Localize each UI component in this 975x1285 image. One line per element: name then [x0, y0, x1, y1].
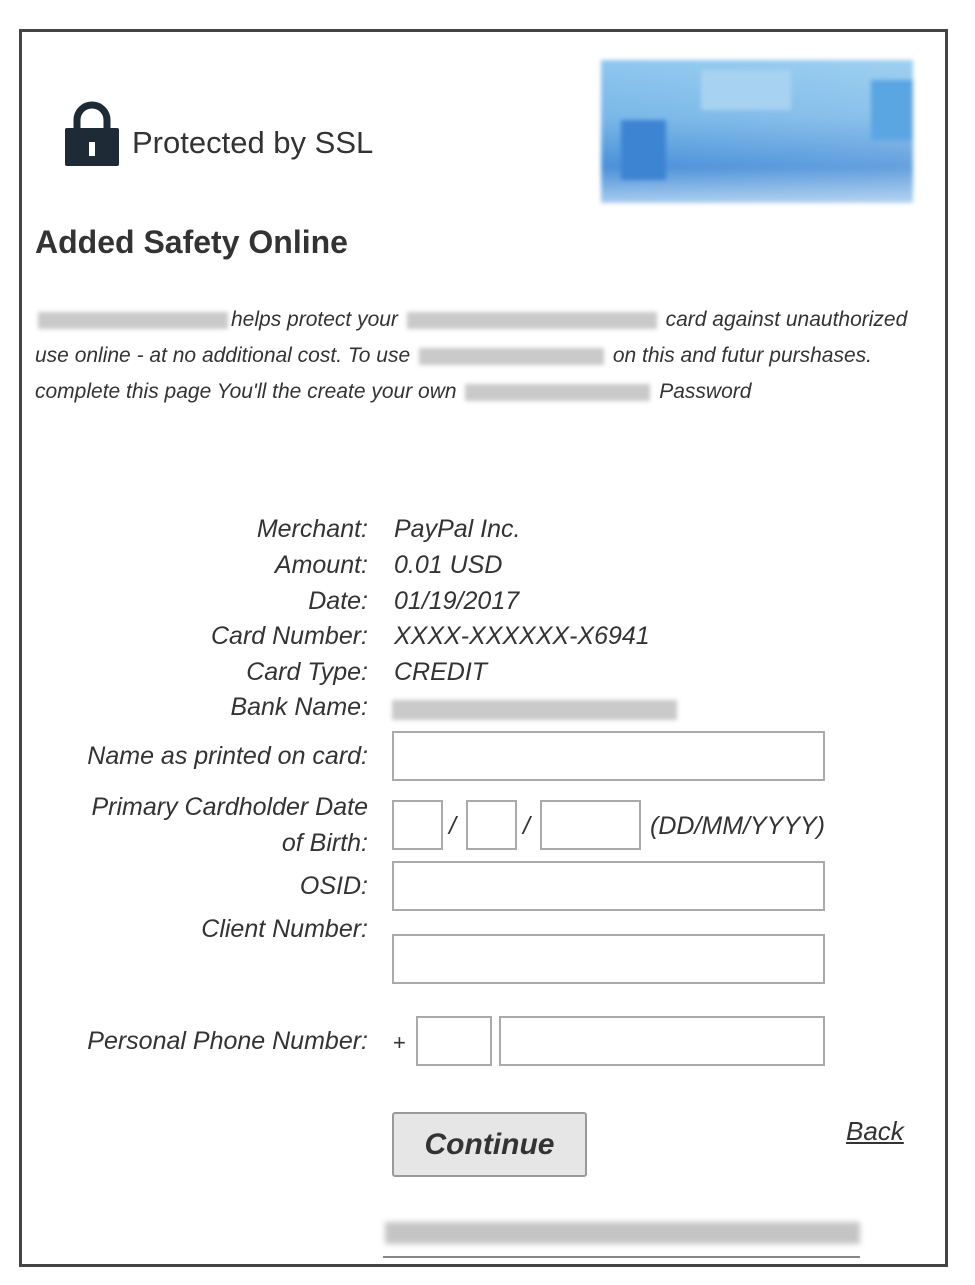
ssl-label: Protected by SSL: [132, 125, 374, 160]
date-value: 01/19/2017: [394, 587, 520, 615]
phone-number-input[interactable]: [499, 1016, 825, 1066]
phone-label: Personal Phone Number:: [87, 1027, 368, 1055]
redacted-text: [407, 312, 657, 329]
padlock-icon: [65, 100, 119, 171]
date-label: Date:: [308, 587, 368, 615]
dob-month-input[interactable]: [466, 800, 517, 850]
dob-format-hint: (DD/MM/YYYY): [650, 812, 825, 840]
dob-label-line2: of Birth:: [281, 829, 368, 857]
amount-label: Amount:: [274, 551, 368, 579]
footer-redacted-text: [385, 1222, 860, 1244]
name-on-card-input[interactable]: [392, 731, 825, 781]
card-type-value: CREDIT: [394, 658, 488, 686]
intro-text-2: card against unauthorized use online - at no additional cost. To use: [35, 308, 908, 367]
dob-day-input[interactable]: [392, 800, 443, 850]
card-type-label: Card Type:: [246, 658, 368, 686]
redacted-text: [38, 312, 228, 329]
redacted-text: [465, 384, 650, 401]
intro-text-1: helps protect your: [231, 308, 398, 331]
merchant-label: Merchant:: [256, 515, 368, 543]
name-on-card-label: Name as printed on card:: [87, 742, 368, 770]
bank-logo-redacted: [601, 60, 913, 203]
dob-label-line1: Primary Cardholder Date: [91, 793, 368, 821]
dob-separator: /: [449, 812, 456, 840]
continue-button[interactable]: Continue: [392, 1112, 587, 1177]
page-title: Added Safety Online: [35, 224, 348, 260]
card-number-value: XXXX-XXXXXX-X6941: [394, 622, 650, 650]
phone-country-code-input[interactable]: [416, 1016, 492, 1066]
dob-year-input[interactable]: [540, 800, 641, 850]
bank-name-redacted: [392, 700, 677, 720]
footer-divider: [383, 1256, 860, 1258]
amount-value: 0.01 USD: [394, 551, 503, 579]
back-link[interactable]: Back: [846, 1116, 904, 1146]
dob-separator: /: [523, 812, 530, 840]
client-number-input[interactable]: [392, 934, 825, 984]
intro-text-4: Password: [659, 380, 752, 403]
merchant-value: PayPal Inc.: [394, 515, 521, 543]
phone-plus-sign: +: [393, 1030, 406, 1055]
bank-name-label: Bank Name:: [230, 693, 368, 721]
osid-input[interactable]: [392, 861, 825, 911]
intro-text-3: on this and futur purshases. complete this page You'll the create your own: [35, 344, 872, 403]
redacted-text: [419, 348, 604, 365]
intro-paragraph: [35, 302, 935, 410]
client-number-label: Client Number:: [201, 915, 368, 943]
card-number-label: Card Number:: [211, 622, 368, 650]
osid-label: OSID:: [299, 872, 368, 900]
